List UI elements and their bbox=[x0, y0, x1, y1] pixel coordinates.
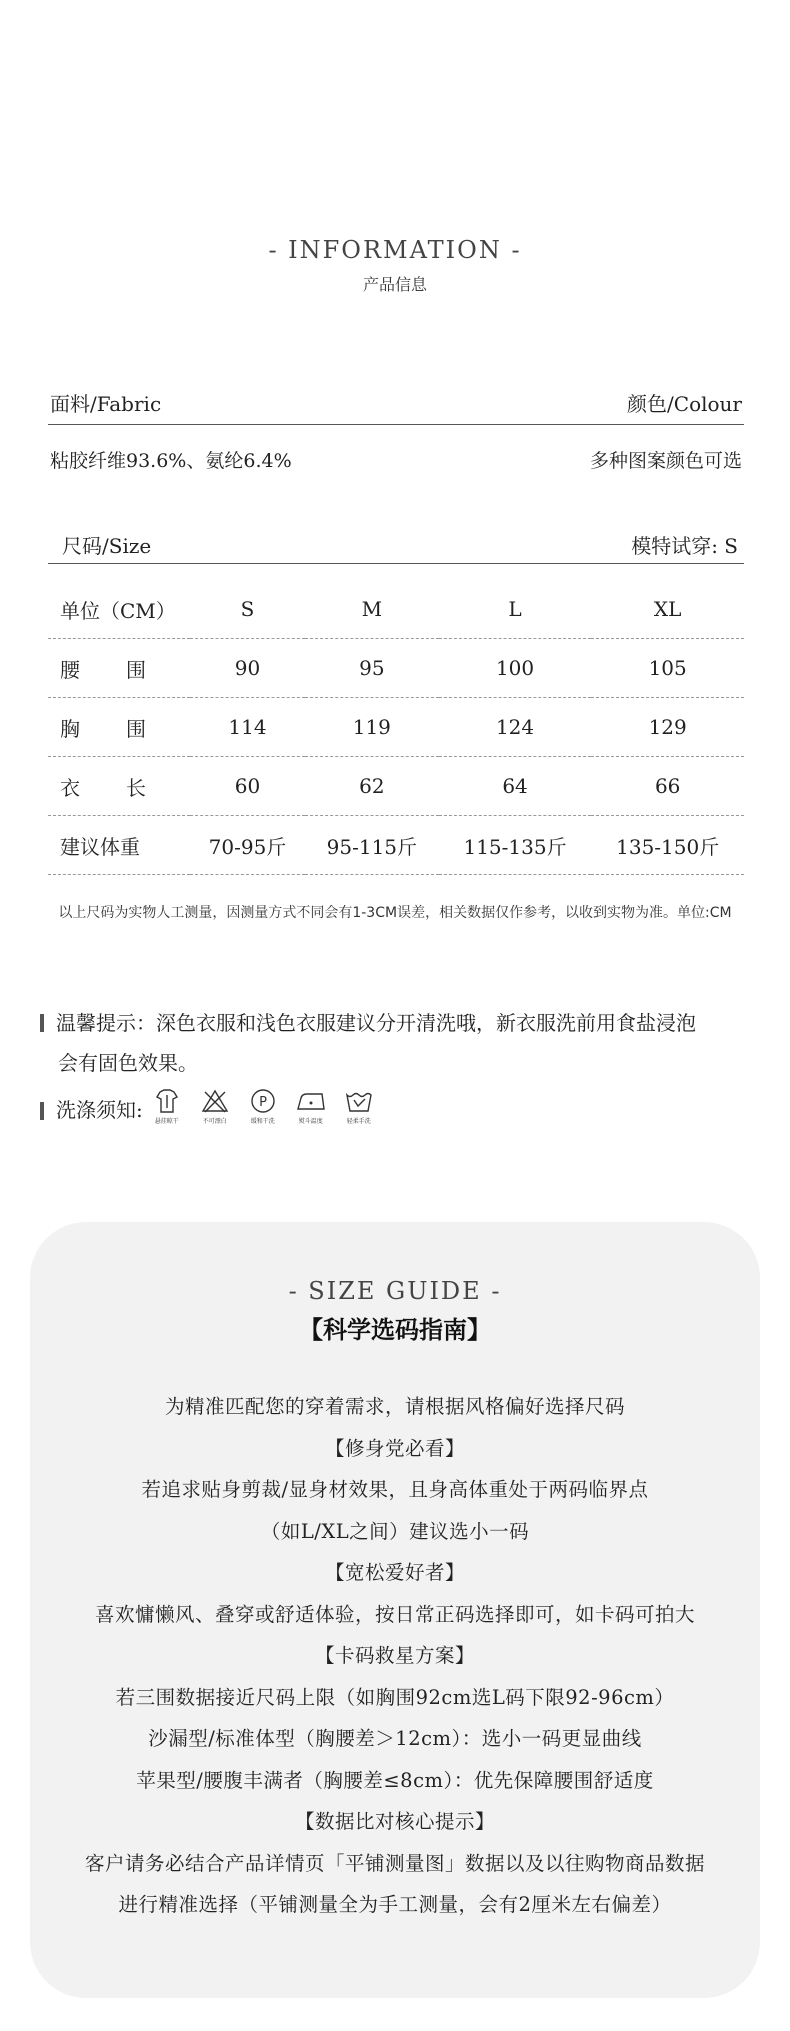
size-col-m: M bbox=[305, 580, 439, 639]
guide-line: 客户请务必结合产品详情页「平铺测量图」数据以及以往购物商品数据 bbox=[84, 1851, 705, 1875]
fabric-value-row bbox=[50, 446, 742, 473]
table-row-chest bbox=[48, 698, 744, 757]
table-cell: 105 bbox=[591, 639, 744, 698]
guide-line: （如L/XL之间）建议选小一码 bbox=[260, 1519, 530, 1543]
no-bleach-icon: 不可漂白 bbox=[195, 1086, 235, 1125]
table-cell: 135-150斤 bbox=[591, 816, 744, 875]
size-header-row bbox=[62, 530, 738, 559]
tip-line-1: 温馨提示：深色衣服和浅色衣服建议分开清洗哦，新衣服洗前用食盐浸泡 bbox=[56, 1011, 696, 1035]
guide-line: 进行精准选择（平铺测量全为手工测量，会有2厘米左右偏差） bbox=[118, 1893, 672, 1916]
guide-subtitle: 【科学选码指南】 bbox=[299, 1315, 491, 1344]
colour-value: 多种图案颜色可选 bbox=[589, 450, 742, 472]
table-cell: 70-95斤 bbox=[190, 816, 305, 875]
dry-clean-icon: P 缓和干洗 bbox=[243, 1086, 283, 1125]
wash-instructions bbox=[40, 1090, 379, 1130]
unit-header: 单位（CM） bbox=[48, 580, 190, 639]
hand-wash-icon: 轻柔手洗 bbox=[339, 1086, 379, 1125]
length-label: 衣 长 bbox=[48, 757, 190, 816]
waist-label: 腰 围 bbox=[48, 639, 190, 698]
guide-heading: 【修身党必看】 bbox=[324, 1436, 465, 1460]
table-row-weight bbox=[48, 816, 744, 875]
size-col-l: L bbox=[439, 580, 592, 639]
guide-line: 苹果型/腰腹丰满者（胸腰差≤8cm）：优先保障腰围舒适度 bbox=[136, 1768, 654, 1792]
tip-line-2: 会有固色效果。 bbox=[58, 1051, 198, 1075]
table-header-row bbox=[48, 580, 744, 639]
guide-heading: 【数据比对核心提示】 bbox=[294, 1810, 495, 1833]
bullet-bar bbox=[40, 1014, 44, 1032]
guide-title: - SIZE GUIDE - bbox=[288, 1277, 502, 1305]
table-cell: 64 bbox=[439, 757, 592, 816]
table-cell: 95 bbox=[305, 639, 439, 698]
warm-tip bbox=[40, 1003, 770, 1083]
hang-dry-icon: 悬挂晾干 bbox=[147, 1086, 187, 1125]
table-cell: 100 bbox=[439, 639, 592, 698]
colour-label: 颜色/Colour bbox=[627, 392, 742, 416]
guide-text bbox=[0, 1386, 790, 1926]
table-cell: 129 bbox=[591, 698, 744, 757]
fabric-divider bbox=[48, 424, 744, 425]
iron-icon: 熨斗温度 bbox=[291, 1086, 331, 1125]
guide-line: 为精准匹配您的穿着需求，请根据风格偏好选择尺码 bbox=[164, 1395, 625, 1418]
svg-text:P: P bbox=[258, 1095, 267, 1110]
table-cell: 60 bbox=[190, 757, 305, 816]
table-row-length bbox=[48, 757, 744, 816]
table-cell: 62 bbox=[305, 757, 439, 816]
table-cell: 66 bbox=[591, 757, 744, 816]
guide-line: 若三围数据接近尺码上限（如胸围92cm选L码下限92-96cm） bbox=[115, 1685, 675, 1709]
info-title: - INFORMATION - bbox=[268, 236, 522, 264]
table-cell: 124 bbox=[439, 698, 592, 757]
fabric-header-row bbox=[50, 388, 742, 417]
table-cell: 95-115斤 bbox=[305, 816, 439, 875]
bullet-bar bbox=[40, 1102, 44, 1120]
weight-label: 建议体重 bbox=[48, 816, 190, 875]
table-cell: 114 bbox=[190, 698, 305, 757]
fabric-value: 粘胶纤维93.6%、氨纶6.4% bbox=[50, 450, 292, 472]
size-divider bbox=[48, 563, 744, 564]
guide-line: 沙漏型/标准体型（胸腰差＞12cm）：选小一码更显曲线 bbox=[148, 1727, 642, 1750]
model-size: 模特试穿: S bbox=[631, 534, 738, 558]
size-table bbox=[48, 580, 744, 875]
table-cell: 119 bbox=[305, 698, 439, 757]
table-cell: 90 bbox=[190, 639, 305, 698]
chest-label: 胸 围 bbox=[48, 698, 190, 757]
guide-line: 喜欢慵懒风、叠穿或舒适体验，按日常正码选择即可，如卡码可拍大 bbox=[94, 1602, 695, 1626]
guide-line: 若追求贴身剪裁/显身材效果，且身高体重处于两码临界点 bbox=[141, 1478, 649, 1501]
guide-heading: 【卡码救星方案】 bbox=[314, 1644, 475, 1667]
table-cell: 115-135斤 bbox=[439, 816, 592, 875]
size-col-xl: XL bbox=[591, 580, 744, 639]
table-row-waist bbox=[48, 639, 744, 698]
info-subtitle: 产品信息 bbox=[362, 275, 427, 294]
size-label: 尺码/Size bbox=[62, 534, 152, 558]
guide-heading: 【宽松爱好者】 bbox=[324, 1561, 465, 1584]
wash-label: 洗涤须知: bbox=[56, 1098, 143, 1122]
size-col-s: S bbox=[190, 580, 305, 639]
measurement-note: 以上尺码为实物人工测量，因测量方式不同会有1-3CM误差，相关数据仅作参考，以收到实物为准。单位:CM bbox=[58, 905, 732, 921]
fabric-label: 面料/Fabric bbox=[50, 392, 162, 416]
